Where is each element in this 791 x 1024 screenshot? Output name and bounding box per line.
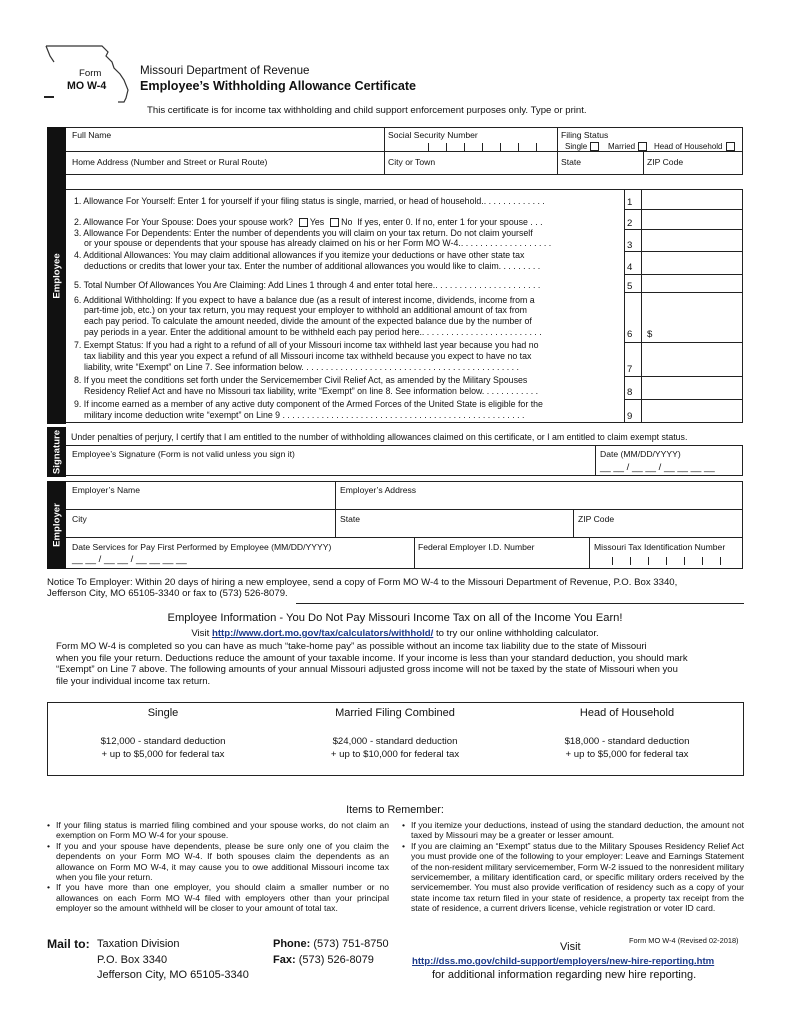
deduction-head-line2: + up to $5,000 for federal tax: [565, 749, 689, 760]
line-3-input[interactable]: [642, 230, 742, 251]
signature-date-field[interactable]: __ __ / __ __ / __ __ __ __: [600, 462, 715, 473]
line-3a-text: 3. Allowance For Dependents: Enter the number of dependents you will claim on your tax return. Do not claim yourself: [74, 228, 533, 238]
deduction-single-line1: $12,000 - standard deduction: [100, 736, 226, 747]
items-left-list: [47, 820, 389, 914]
info-p2: when you file your return. Deductions reduce the amount of your taxable income. If your income is less than your standard deduction, you should mark: [56, 652, 688, 664]
spouse-yes-label: Yes: [309, 217, 325, 227]
divider: [296, 603, 744, 604]
line-6-dollar: $: [647, 329, 653, 340]
line-6d-text: pay periods in a year. Enter the additional amount to be withheld each pay period here.. . . . . . . . . . . . . . . . . . . . . . . . .: [84, 327, 542, 337]
list-item: • If your filing status is married filing combined and your spouse works, do not claim an exemption on Form MO W-4 for your spouse.: [47, 820, 389, 841]
line-7c-text: liability, write “Exempt” on Line 7. See information below. . . . . . . . . . . . . . . . . . . . . . . . . . . . . . . . . . . . . . . . . . . . .: [84, 362, 519, 372]
line-2-number: 2: [627, 218, 633, 229]
line-2-text: [74, 217, 622, 227]
notice-line-1: Notice To Employer: Within 20 days of hiring a new employee, send a copy of Form MO W-4 to the Missouri Department of Revenue, P.O. Box 3340,: [47, 577, 678, 588]
full-name-field[interactable]: Full Name: [72, 130, 112, 140]
line-5-text: 5. Total Number Of Allowances You Are Claiming: Add Lines 1 through 4 and enter total here.. . . . . . . . . . . . . . . . . . . . . .: [74, 280, 541, 290]
mail-addr-2: P.O. Box 3340: [97, 953, 168, 966]
divider: [573, 509, 574, 537]
line-7a-text: 7. Exempt Status: If you had a right to a refund of all of your Missouri income tax withheld last year because you had no: [74, 340, 539, 350]
single-label: Single: [565, 142, 588, 151]
divider: [384, 127, 385, 175]
fax-number: (573) 526-8079: [298, 953, 374, 966]
line-6a-text: 6. Additional Withholding: If you expect to have a balance due (as a result of interest income, dividends, income from a: [74, 295, 535, 305]
employer-zip-field[interactable]: ZIP Code: [578, 514, 615, 524]
married-option[interactable]: [608, 142, 647, 151]
head-label: Head of Household: [654, 142, 723, 151]
employee-tab: [47, 127, 66, 424]
divider: [624, 189, 625, 423]
line-5-number: 5: [627, 281, 633, 292]
head-checkbox[interactable]: [726, 142, 735, 151]
employer-tab: [47, 481, 66, 569]
line-6c-text: each pay period. To calculate the amount needed, divide the amount of the expected balance due by the number of: [84, 316, 532, 326]
line-7-input[interactable]: [642, 343, 742, 376]
divider: [335, 481, 336, 537]
line-4-number: 4: [627, 262, 633, 273]
visit-pre: Visit: [191, 628, 210, 639]
mail-addr-3: Jefferson City, MO 65105-3340: [97, 969, 249, 981]
employer-name-field[interactable]: Employer’s Name: [72, 485, 140, 495]
new-hire-reporting-link[interactable]: http://dss.mo.gov/child-support/employers/new-hire-reporting.htm: [412, 956, 715, 967]
line-7b-text: tax liability and this year you expect a refund of all Missouri income tax withheld because you expect to have no tax: [84, 351, 532, 361]
withholding-calculator-link[interactable]: http://www.dort.mo.gov/tax/calculators/withhold/: [211, 628, 434, 639]
ssn-tick-marks: [388, 143, 548, 153]
married-label: Married: [608, 142, 636, 151]
line-9-number: 9: [627, 411, 633, 422]
form-label: Form: [79, 68, 102, 79]
fax-label: Fax:: [273, 953, 296, 966]
line-4-input[interactable]: [642, 252, 742, 274]
info-p4: file your individual income tax return.: [56, 675, 211, 687]
signature-tab: [47, 427, 66, 477]
divider: [589, 537, 590, 569]
spouse-yes-checkbox[interactable]: [299, 218, 308, 227]
divider: [66, 509, 743, 510]
list-item: • If you and your spouse have dependents, please be sure only one of you claim the dependents on your Form MO W-4. If both spouses claim the dependents as an allowance on Form MO W-4, it may cause you to owe additional Missouri income tax when you file your return.: [47, 841, 389, 883]
form-revision: Form MO W-4 (Revised 02-2018): [629, 936, 739, 945]
deduction-single-head: Single: [147, 707, 179, 719]
line-4b-text: deductions or credits that lower your tax. Enter the number of additional allowances you would like to claim. . . . . . . . .: [84, 261, 541, 271]
line-1-text: 1. Allowance For Yourself: Enter 1 for yourself if your filing status is single, married, or head of household.. . . . . . . . . . . . .: [74, 196, 545, 206]
new-hire-link-wrap: [412, 956, 714, 967]
mail-to-label: Mail to:: [47, 937, 90, 951]
line-9-input[interactable]: [642, 400, 742, 422]
spouse-no-checkbox[interactable]: [330, 218, 339, 227]
line-8a-text: 8. If you meet the conditions set forth under the Servicemember Civil Relief Act, as amended by the Military Spouses: [74, 375, 528, 385]
list-item: • If you have more than one employer, you should claim a smaller number or no allowances on each Form MO W-4 filed with employers other than your principal employer so the amount withheld will be closer to your amount of total tax.: [47, 882, 389, 913]
line-6-input[interactable]: [658, 293, 742, 342]
deduction-married-head: Married Filing Combined: [335, 707, 455, 719]
filing-status-label: Filing Status: [561, 130, 609, 140]
calculator-visit: [47, 628, 743, 639]
deduction-head-head: Head of Household: [579, 707, 675, 719]
date-services-label: Date Services for Pay First Performed by Employee (MM/DD/YYYY): [72, 542, 332, 552]
footer-visit: Visit: [560, 941, 581, 953]
employer-tab-label: Employer: [51, 503, 62, 547]
perjury-statement: Under penalties of perjury, I certify that I am entitled to the number of withholding allowances claimed on this certificate, or I am entitled to claim exempt status.: [71, 432, 688, 442]
employer-address-field[interactable]: Employer’s Address: [340, 485, 417, 495]
head-of-household-option[interactable]: [654, 142, 735, 151]
deduction-head-line1: $18,000 - standard deduction: [564, 736, 690, 747]
single-option[interactable]: [565, 142, 599, 151]
line-5-input[interactable]: [642, 275, 742, 292]
line-2-input[interactable]: [642, 210, 742, 229]
header-dash: [44, 96, 54, 98]
ssn-field[interactable]: Social Security Number: [388, 130, 478, 140]
divider: [66, 537, 743, 538]
zip-field[interactable]: ZIP Code: [647, 157, 684, 167]
divider: [414, 537, 415, 569]
date-services-field[interactable]: __ __ / __ __ / __ __ __ __: [72, 554, 187, 565]
list-item: • If you itemize your deductions, instead of using the standard deduction, the amount not taxed by Missouri may be a greater or lesser amount.: [402, 820, 744, 841]
info-p3: “Exempt” on Line 7 above. The following amounts of your annual Missouri adjusted gross income will not be taxed by the state of Missouri when you: [56, 664, 678, 676]
footer-info: for additional information regarding new hire reporting.: [432, 969, 697, 981]
divider: [643, 151, 644, 175]
married-checkbox[interactable]: [638, 142, 647, 151]
mail-addr-1: Taxation Division: [97, 938, 180, 950]
line-2-instruction: If yes, enter 0. If no, enter 1 for your spouse . . .: [357, 217, 543, 227]
mail-address: [97, 937, 249, 984]
deduction-single-line2: + up to $5,000 for federal tax: [101, 749, 225, 760]
items-heading: Items to Remember:: [346, 804, 444, 816]
line-6-number: 6: [627, 329, 633, 340]
divider: [595, 445, 596, 476]
info-p1: Form MO W-4 is completed so you can have as much “take-home pay” as possible without an income tax liability due to the state of Missouri: [56, 641, 647, 652]
contact-info: [273, 937, 389, 968]
home-address-field[interactable]: Home Address (Number and Street or Rural Route): [72, 157, 268, 167]
employer-state-field[interactable]: State: [340, 514, 361, 524]
visit-post: to try our online withholding calculator.: [436, 628, 599, 639]
divider: [557, 127, 558, 175]
info-paragraph: [56, 641, 688, 687]
line-8-number: 8: [627, 387, 633, 398]
signature-tab-label: Signature: [51, 429, 62, 475]
line-3b-text: or your spouse or dependents that your spouse has already claimed on his or her Form MO W-4.. . . . . . . . . . . . . . . . . . .: [84, 238, 552, 248]
line-6b-text: part-time job, etc.) on your tax return, you may request your employer to withhold an additional amount of tax from: [84, 305, 527, 315]
spouse-no-label: No: [341, 217, 353, 227]
line-1-number: 1: [627, 197, 633, 208]
deduction-married-line2: + up to $10,000 for federal tax: [330, 749, 460, 760]
line-4a-text: 4. Additional Allowances: You may claim additional allowances if you itemize your deductions or have other state tax: [74, 250, 525, 260]
line-8-input[interactable]: [642, 377, 742, 399]
employee-signature-field[interactable]: Employee’s Signature (Form is not valid unless you sign it): [72, 449, 295, 459]
deduction-married-line1: $24,000 - standard deduction: [332, 736, 458, 747]
signature-date-label: Date (MM/DD/YYYY): [600, 449, 681, 459]
line-7-number: 7: [627, 364, 633, 375]
mo-tax-id-field[interactable]: Missouri Tax Identification Number: [594, 542, 726, 552]
items-right-list: [402, 820, 744, 914]
line-8b-text: Residency Relief Act and have no Missouri tax liability, write “Exempt” on line 8. See information below. . . . . . . . . . . .: [84, 386, 539, 396]
mo-tax-id-tick-marks: [594, 557, 742, 567]
certificate-note: This certificate is for income tax withholding and child support enforcement purposes only. Type or print.: [147, 105, 587, 116]
info-heading: Employee Information - You Do Not Pay Missouri Income Tax on all of the Income You Earn!: [167, 612, 623, 624]
line-9a-text: 9. If income earned as a member of any active duty component of the Armed Forces of the United State is eligible for the: [74, 399, 543, 409]
line-1-input[interactable]: [642, 190, 742, 209]
single-checkbox[interactable]: [590, 142, 599, 151]
line-2-question: 2. Allowance For Your Spouse: Does your spouse work?: [74, 217, 294, 227]
notice-line-2: Jefferson City, MO 65105-3340 or fax to (573) 526-8079.: [47, 588, 288, 599]
employee-tab-label: Employee: [51, 252, 62, 299]
certificate-title: Employee’s Withholding Allowance Certificate: [140, 79, 417, 93]
city-field[interactable]: City or Town: [388, 157, 436, 167]
employer-city-field[interactable]: City: [72, 514, 87, 524]
fein-field[interactable]: Federal Employer I.D. Number: [418, 542, 535, 552]
line-9b-text: military income deduction write “exempt” on Line 9 . . . . . . . . . . . . . . . . . . . . . . . . . . . . . . . . . . . . . . . . . . . . . . . . . .: [84, 410, 525, 420]
form-number: MO W-4: [67, 80, 107, 92]
line-3-number: 3: [627, 240, 633, 251]
list-item: • If you are claiming an “Exempt” status due to the Military Spouses Residency Relief Act you must provide one of the following to your employer: Leave and Earnings Statement of the non-resident military servicemember, Form W-2 issued to the nonresident military servicemember, a military identification card, or specific military orders received by the servicemember. You must also provide verification of residency such as a copy of your state income tax return filed in your state of residence, a property tax receipt from the state of residence, a current drivers license, vehicle registration or voter ID card.: [402, 841, 744, 914]
department-name: Missouri Department of Revenue: [140, 64, 310, 77]
phone-number: (573) 751-8750: [313, 938, 389, 950]
state-field[interactable]: State: [561, 157, 582, 167]
phone-label: Phone:: [273, 938, 311, 950]
